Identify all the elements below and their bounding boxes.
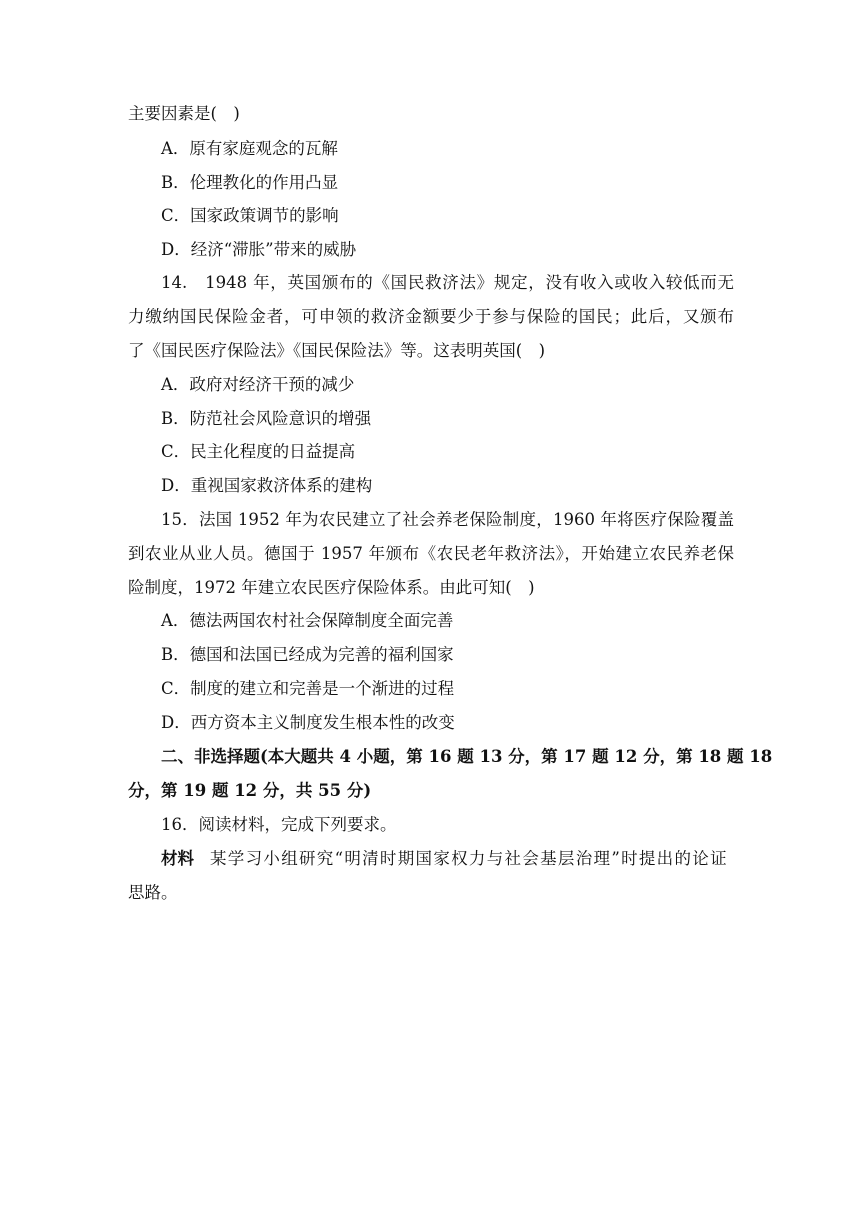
q14-option-b: B．防范社会风险意识的增强 [161,409,372,428]
q15-stem-line-1: 15．法国 1952 年为农民建立了社会养老保险制度，1960 年将医疗保险覆盖 [161,510,734,529]
q15-stem-line-3: 险制度，1972 年建立农民医疗保险体系。由此可知( ) [128,578,535,597]
section2-heading-line-1: 二、非选择题(本大题共 4 小题，第 16 题 13 分，第 17 题 12 分，第 18 题 18 [161,747,773,766]
q15-option-a: A．德法两国农村社会保障制度全面完善 [161,611,454,630]
q14-stem-line-2: 力缴纳国民保险金者，可申领的救济金额要少于参与保险的国民；此后，又颁布 [128,307,734,326]
q15-stem-line-2: 到农业从业人员。德国于 1957 年颁布《农民老年救济法》，开始建立农民养老保 [128,544,734,563]
q13-option-b: B．伦理教化的作用凸显 [161,173,339,192]
q14-stem-line-3: 了《国民医疗保险法》《国民保险法》等。这表明英国( ) [128,341,546,360]
q14-stem-line-1: 14. 1948 年，英国颁布的《国民救济法》规定，没有收入或收入较低而无 [161,273,734,292]
q13-option-a: A．原有家庭观念的瓦解 [161,139,338,158]
q14-option-a: A．政府对经济干预的减少 [161,375,355,394]
q16-stem: 16．阅读材料，完成下列要求。 [161,815,397,834]
section2-heading-line-2: 分，第 19 题 12 分，共 55 分) [128,781,372,800]
q13-stem-tail: 主要因素是( ) [128,104,240,123]
q16-material-line-1 [161,848,728,870]
q16-material-line-2: 思路。 [128,883,178,902]
q14-option-c: C．民主化程度的日益提高 [161,442,356,461]
q13-option-d: D．经济“滞胀”带来的威胁 [161,240,357,259]
q15-option-d: D．西方资本主义制度发生根本性的改变 [161,713,455,732]
q16-material-text: 某学习小组研究“明清时期国家权力与社会基层治理”时提出的论证 [210,849,728,868]
q14-option-d: D．重视国家救济体系的建构 [161,476,373,495]
q15-option-c: C．制度的建立和完善是一个渐进的过程 [161,679,455,698]
q13-option-c: C．国家政策调节的影响 [161,206,339,225]
q15-option-b: B．德国和法国已经成为完善的福利国家 [161,645,454,664]
q16-material-label: 材料 [161,849,194,868]
